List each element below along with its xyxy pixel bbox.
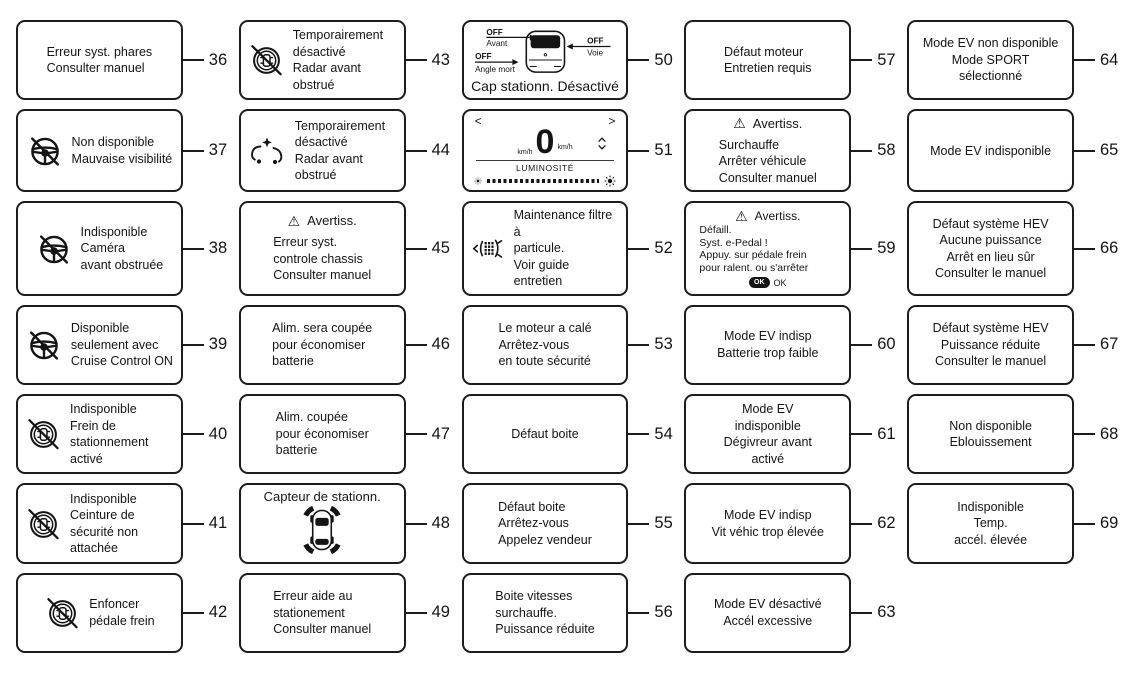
message-text: [293, 27, 397, 93]
callout-line: [1074, 483, 1095, 563]
figure-item-45: [239, 201, 458, 296]
message-line: Indisponible: [70, 402, 137, 417]
message-text: [511, 426, 578, 443]
message-line: Mode EV non disponible: [922, 36, 1059, 51]
message-box-37: [16, 109, 183, 192]
callout-number: 55: [654, 514, 673, 533]
figure-item-47: [239, 394, 458, 474]
callout-line: [1074, 201, 1095, 296]
callout-line: [851, 109, 872, 192]
message-box-42: [16, 573, 183, 653]
message-text: [930, 143, 1051, 160]
message-box-65: [907, 109, 1074, 192]
message-box-39: [16, 305, 183, 385]
figure-item-64: [907, 20, 1126, 100]
figure-item-69: [907, 483, 1126, 563]
message-box-56: [462, 573, 629, 653]
message-line: Maintenance filtre à: [513, 208, 613, 239]
callout-number: 56: [654, 603, 673, 622]
chevrons-up-down-icon: [598, 137, 606, 150]
callout-line: [851, 483, 872, 563]
callout-line: [628, 305, 649, 385]
camera-status-display: [469, 25, 622, 95]
callout-line: [406, 20, 427, 100]
figure-item-51: [462, 109, 681, 192]
callout-number: 53: [654, 335, 673, 354]
callout-number: 58: [877, 141, 896, 160]
message-box-58: [684, 109, 851, 192]
message-line: désactivé: [292, 44, 346, 59]
message-text: [272, 320, 372, 370]
figure-item-50: [462, 20, 681, 100]
callout-line: [183, 483, 204, 563]
message-line: Arrêter véhicule: [718, 154, 807, 169]
callout-number: 41: [208, 514, 228, 533]
message-text: [714, 596, 822, 629]
message-line: Indisponible: [957, 499, 1024, 514]
message-line: Consulter manuel: [273, 268, 372, 283]
message-line: Le moteur a calé: [498, 321, 592, 336]
callout-number: 47: [431, 424, 450, 443]
message-line: Temp.: [973, 516, 1008, 531]
callout-number: 69: [1100, 514, 1119, 533]
figure-item-40: [16, 394, 235, 474]
message-text: [949, 418, 1032, 451]
message-text: [276, 409, 369, 459]
message-line: Consulter le manuel: [935, 266, 1047, 281]
camera-status-graphic: [469, 25, 622, 79]
message-line: surchauffe.: [495, 605, 557, 620]
figure-item-43: [239, 20, 458, 100]
message-box-59: [684, 201, 851, 296]
warning-heading: [733, 116, 802, 131]
svg-text:OFF: OFF: [474, 52, 492, 62]
callout-number: 46: [431, 335, 450, 354]
callout-line: [851, 20, 872, 100]
message-grid: [16, 20, 1126, 653]
callout-number: 62: [877, 514, 896, 533]
message-line: Boite vitesses: [495, 589, 573, 604]
message-text: [514, 207, 620, 290]
figure-item-56: [462, 573, 681, 653]
message-text: [89, 596, 154, 629]
callout-number: 40: [208, 424, 228, 443]
callout-line: [851, 305, 872, 385]
message-line: Temporairement: [294, 118, 386, 133]
message-box-63: [684, 573, 851, 653]
message-text: [495, 588, 594, 638]
figure-item-38: [16, 201, 235, 296]
message-line: Syst. e-Pedal !: [699, 236, 768, 249]
warning-triangle-icon: ⚠: [735, 208, 748, 225]
message-line: Consulter manuel: [273, 622, 372, 637]
callout-line: [628, 20, 649, 100]
dpf-filter-icon: [471, 235, 505, 263]
figure-item-66: [907, 201, 1126, 296]
message-line: stationement: [273, 605, 345, 620]
message-line: Surchauffe: [718, 137, 780, 152]
message-text: [72, 134, 173, 167]
callout-line: [1074, 109, 1095, 192]
message-box-51: [462, 109, 629, 192]
message-box-53: [462, 305, 629, 385]
speed-unit-left: km/h: [517, 149, 533, 157]
figure-item-53: [462, 305, 681, 385]
callout-line: [183, 20, 204, 100]
message-line: Dégivreur avant: [723, 435, 812, 450]
warning-triangle-icon: ⚠: [287, 212, 301, 229]
message-line: Consulter le manuel: [935, 354, 1047, 369]
message-box-57: [684, 20, 851, 100]
sun-small-icon: [474, 177, 482, 185]
message-line: avant obstruée: [80, 257, 164, 272]
message-line: Arrêtez-vous: [498, 337, 570, 352]
message-line: Non disponible: [949, 418, 1032, 433]
figure-item-44: [239, 109, 458, 192]
figure-item-39: [16, 305, 235, 385]
message-text: [724, 401, 812, 467]
message-text: [70, 491, 174, 557]
figure-item-52: [462, 201, 681, 296]
message-line: Ceinture de: [70, 508, 135, 523]
message-line: Appuy. sur pédale frein: [699, 249, 807, 262]
message-text: [712, 507, 824, 540]
warning-label: Avertiss.: [752, 115, 803, 131]
callout-line: [851, 573, 872, 653]
message-box-67: [907, 305, 1074, 385]
steering-wheel-off-icon: [27, 133, 63, 169]
callout-line: [1074, 305, 1095, 385]
message-line: Arrêtez-vous: [498, 516, 569, 531]
message-line: Erreur syst.: [273, 235, 338, 250]
message-line: sélectionné: [958, 69, 1023, 84]
message-box-47: [239, 394, 406, 474]
brightness-label: LUMINOSITÉ: [516, 163, 574, 174]
message-box-40: [16, 394, 183, 474]
figure-item-48: [239, 483, 458, 563]
callout-number: 43: [431, 50, 450, 69]
figure-item-62: [684, 483, 903, 563]
message-line: pédale frein: [89, 613, 155, 628]
callout-line: [406, 109, 427, 192]
message-text: [295, 118, 397, 184]
callout-number: 60: [877, 335, 896, 354]
callout-line: [628, 573, 649, 653]
propilot-off-icon: [44, 595, 80, 631]
figure-item-59: [684, 201, 903, 296]
message-line: Mauvaise visibilité: [71, 151, 173, 166]
callout-number: 67: [1100, 335, 1119, 354]
chevron-right-icon: >: [608, 114, 616, 129]
message-line: pour économiser: [272, 337, 366, 352]
callout-line: [628, 394, 649, 474]
callout-line: [183, 305, 204, 385]
callout-number: 68: [1100, 424, 1119, 443]
callout-line: [406, 573, 427, 653]
message-line: Appelez vendeur: [498, 532, 592, 547]
message-line: Mode EV indisp: [724, 329, 812, 344]
message-box-43: [239, 20, 406, 100]
message-line: Batterie trop faible: [717, 345, 819, 360]
callout-line: [628, 109, 649, 192]
message-box-66: [907, 201, 1074, 296]
message-line: Aucune puissance: [939, 233, 1042, 248]
message-text: [71, 320, 173, 370]
callout-line: [406, 394, 427, 474]
message-box-60: [684, 305, 851, 385]
callout-number: 48: [431, 514, 450, 533]
message-line: Mode EV désactivé: [713, 597, 822, 612]
message-box-68: [907, 394, 1074, 474]
callout-line: [1074, 394, 1095, 474]
message-line: Alim. coupée: [275, 410, 348, 425]
callout-number: 64: [1100, 50, 1119, 69]
message-line: Entretien requis: [724, 61, 812, 76]
message-line: Cruise Control ON: [70, 354, 173, 369]
callout-number: 51: [654, 141, 673, 160]
figure-item-60: [684, 305, 903, 385]
message-line: Enfoncer: [89, 597, 140, 612]
message-line: Défaut système HEV: [932, 321, 1049, 336]
message-text: [273, 234, 371, 284]
message-line: Consulter manuel: [718, 170, 817, 185]
figure-item-57: [684, 20, 903, 100]
speed-unit-right: km/h: [557, 144, 573, 152]
warning-heading: [288, 213, 357, 228]
message-box-49: [239, 573, 406, 653]
svg-text:Angle mort: Angle mort: [474, 65, 515, 75]
message-text: [699, 224, 808, 274]
warning-label: Avertiss.: [307, 213, 357, 229]
message-line: Mode EV indisponible: [930, 143, 1052, 158]
message-line: particule.: [513, 241, 565, 256]
message-line: accél. élevée: [954, 532, 1028, 547]
message-line: Défaut boite: [511, 426, 579, 441]
propilot-off-icon: [248, 42, 284, 78]
message-text: [933, 216, 1049, 282]
message-box-62: [684, 483, 851, 563]
message-line: Défaut moteur: [724, 44, 804, 59]
message-line: Disponible: [70, 321, 130, 336]
message-line: Mode EV: [742, 402, 794, 417]
message-text: [717, 328, 818, 361]
parking-sensor-title: Capteur de stationn.: [263, 489, 381, 505]
callout-line: [1074, 20, 1095, 100]
callout-line: [851, 394, 872, 474]
message-line: Mode SPORT: [951, 52, 1030, 67]
steering-wheel-off-icon: [36, 231, 72, 267]
callout-number: 49: [431, 603, 450, 622]
message-box-36: [16, 20, 183, 100]
figure-item-46: [239, 305, 458, 385]
callout-number: 63: [877, 603, 896, 622]
message-line: Défaut boite: [498, 499, 566, 514]
message-line: Erreur aide au: [273, 589, 353, 604]
message-line: Mode EV indisp: [724, 508, 812, 523]
figure-item-42: [16, 573, 235, 653]
message-line: Défaill.: [699, 224, 732, 237]
message-line: Accél excessive: [723, 613, 813, 628]
propilot-off-icon: [25, 416, 61, 452]
message-line: Caméra: [80, 241, 126, 256]
message-line: stationnement activé: [70, 435, 149, 466]
message-line: activé: [751, 451, 785, 466]
message-line: Alim. sera coupée: [272, 321, 373, 336]
message-text: [498, 320, 591, 370]
figure-item-41: [16, 483, 235, 563]
figure-item-49: [239, 573, 458, 653]
brightness-slider: [469, 175, 622, 187]
callout-number: 52: [654, 239, 673, 258]
message-line: Radar avant obstrué: [294, 151, 363, 183]
callout-line: [406, 305, 427, 385]
message-text: [933, 320, 1049, 370]
message-line: Voir guide entretien: [513, 257, 570, 289]
callout-number: 36: [208, 50, 228, 69]
warning-triangle-icon: ⚠: [733, 115, 746, 132]
figure-item-58: [684, 109, 903, 192]
collision-icon: [248, 136, 286, 165]
warning-heading: [735, 209, 800, 223]
message-line: en toute sécurité: [498, 354, 591, 369]
message-line: sécurité non attachée: [70, 524, 139, 556]
callout-line: [406, 483, 427, 563]
message-line: pour ralent. ou s'arrêter: [699, 261, 809, 274]
message-line: désactivé: [294, 135, 348, 150]
callout-number: 57: [877, 50, 896, 69]
message-line: Erreur syst. phares: [46, 44, 153, 59]
message-line: batterie: [272, 354, 314, 369]
svg-text:Avant: Avant: [485, 39, 507, 49]
figure-item-55: [462, 483, 681, 563]
callout-number: 37: [208, 141, 228, 160]
message-box-69: [907, 483, 1074, 563]
callout-line: [183, 573, 204, 653]
message-box-61: [684, 394, 851, 474]
callout-line: [628, 201, 649, 296]
car-rear-view-icon: [526, 31, 564, 72]
message-line: Consulter manuel: [46, 61, 145, 76]
message-text: [719, 137, 817, 187]
car-top-view-sensors-icon: [301, 504, 343, 556]
message-box-41: [16, 483, 183, 563]
message-box-48: [239, 483, 406, 563]
message-text: [954, 499, 1027, 549]
speed-value: 0: [535, 123, 555, 162]
speedometer-display: [469, 114, 622, 187]
message-line: Puissance réduite: [940, 337, 1041, 352]
callout-line: [183, 201, 204, 296]
message-line: Radar avant obstrué: [292, 61, 361, 92]
callout-number: 66: [1100, 239, 1119, 258]
callout-number: 59: [877, 239, 896, 258]
callout-number: 61: [877, 424, 896, 443]
message-line: Puissance réduite: [495, 622, 595, 637]
figure-item-61: [684, 394, 903, 474]
message-line: batterie: [275, 443, 318, 458]
callout-line: [183, 394, 204, 474]
brightness-dots: [487, 179, 599, 183]
figure-item-65: [907, 109, 1126, 192]
message-box-38: [16, 201, 183, 296]
callout-line: [406, 201, 427, 296]
message-line: Vit véhic trop élevée: [711, 524, 824, 539]
figure-item-68: [907, 394, 1126, 474]
callout-number: 65: [1100, 141, 1119, 160]
message-line: seulement avec: [70, 337, 159, 352]
callout-number: 39: [208, 335, 228, 354]
message-box-64: [907, 20, 1074, 100]
message-line: pour économiser: [275, 426, 369, 441]
callout-line: [628, 483, 649, 563]
message-text: [724, 44, 812, 77]
callout-line: [183, 109, 204, 192]
steering-wheel-off-icon: [26, 327, 62, 363]
warning-label: Avertiss.: [754, 209, 801, 224]
message-line: Non disponible: [71, 135, 155, 150]
message-text: [923, 35, 1059, 85]
sun-big-icon: [604, 175, 616, 187]
svg-text:OFF: OFF: [485, 27, 503, 37]
message-text: [47, 44, 153, 77]
message-text: [273, 588, 371, 638]
callout-line: [851, 201, 872, 296]
message-line: Temporairement: [292, 28, 384, 43]
message-line: controle chassis: [273, 251, 363, 266]
message-box-55: [462, 483, 629, 563]
ok-button-icon: OK: [749, 277, 770, 288]
message-box-52: [462, 201, 629, 296]
propilot-off-icon: [25, 506, 61, 542]
callout-number: 42: [208, 603, 228, 622]
ok-label: OK: [773, 277, 787, 288]
figure-item-36: [16, 20, 235, 100]
svg-text:OFF: OFF: [586, 36, 604, 46]
message-line: Eblouissement: [949, 435, 1032, 450]
chevron-left-icon: <: [474, 114, 482, 129]
figure-item-54: [462, 394, 681, 474]
callout-number: 38: [208, 239, 228, 258]
callout-number: 45: [431, 239, 450, 258]
message-box-45: [239, 201, 406, 296]
message-line: Arrêt en lieu sûr: [946, 249, 1035, 264]
message-line: Défaut système HEV: [932, 216, 1049, 231]
message-text: [498, 499, 592, 549]
callout-number: 54: [654, 424, 673, 443]
callout-number: 50: [654, 50, 673, 69]
camera-status-caption: Cap stationn. Désactivé: [471, 78, 619, 95]
message-box-44: [239, 109, 406, 192]
message-line: Indisponible: [80, 224, 148, 239]
message-line: Indisponible: [70, 491, 137, 506]
message-box-46: [239, 305, 406, 385]
figure-item-37: [16, 109, 235, 192]
message-box-50: [462, 20, 629, 100]
figure-item-63: [684, 573, 903, 653]
callout-number: 44: [431, 141, 450, 160]
figure-item-67: [907, 305, 1126, 385]
svg-text:Voie: Voie: [586, 48, 603, 58]
message-box-54: [462, 394, 629, 474]
message-line: indisponible: [734, 418, 801, 433]
message-text: [70, 401, 174, 467]
message-line: Frein de: [70, 418, 116, 433]
message-text: [81, 224, 164, 274]
